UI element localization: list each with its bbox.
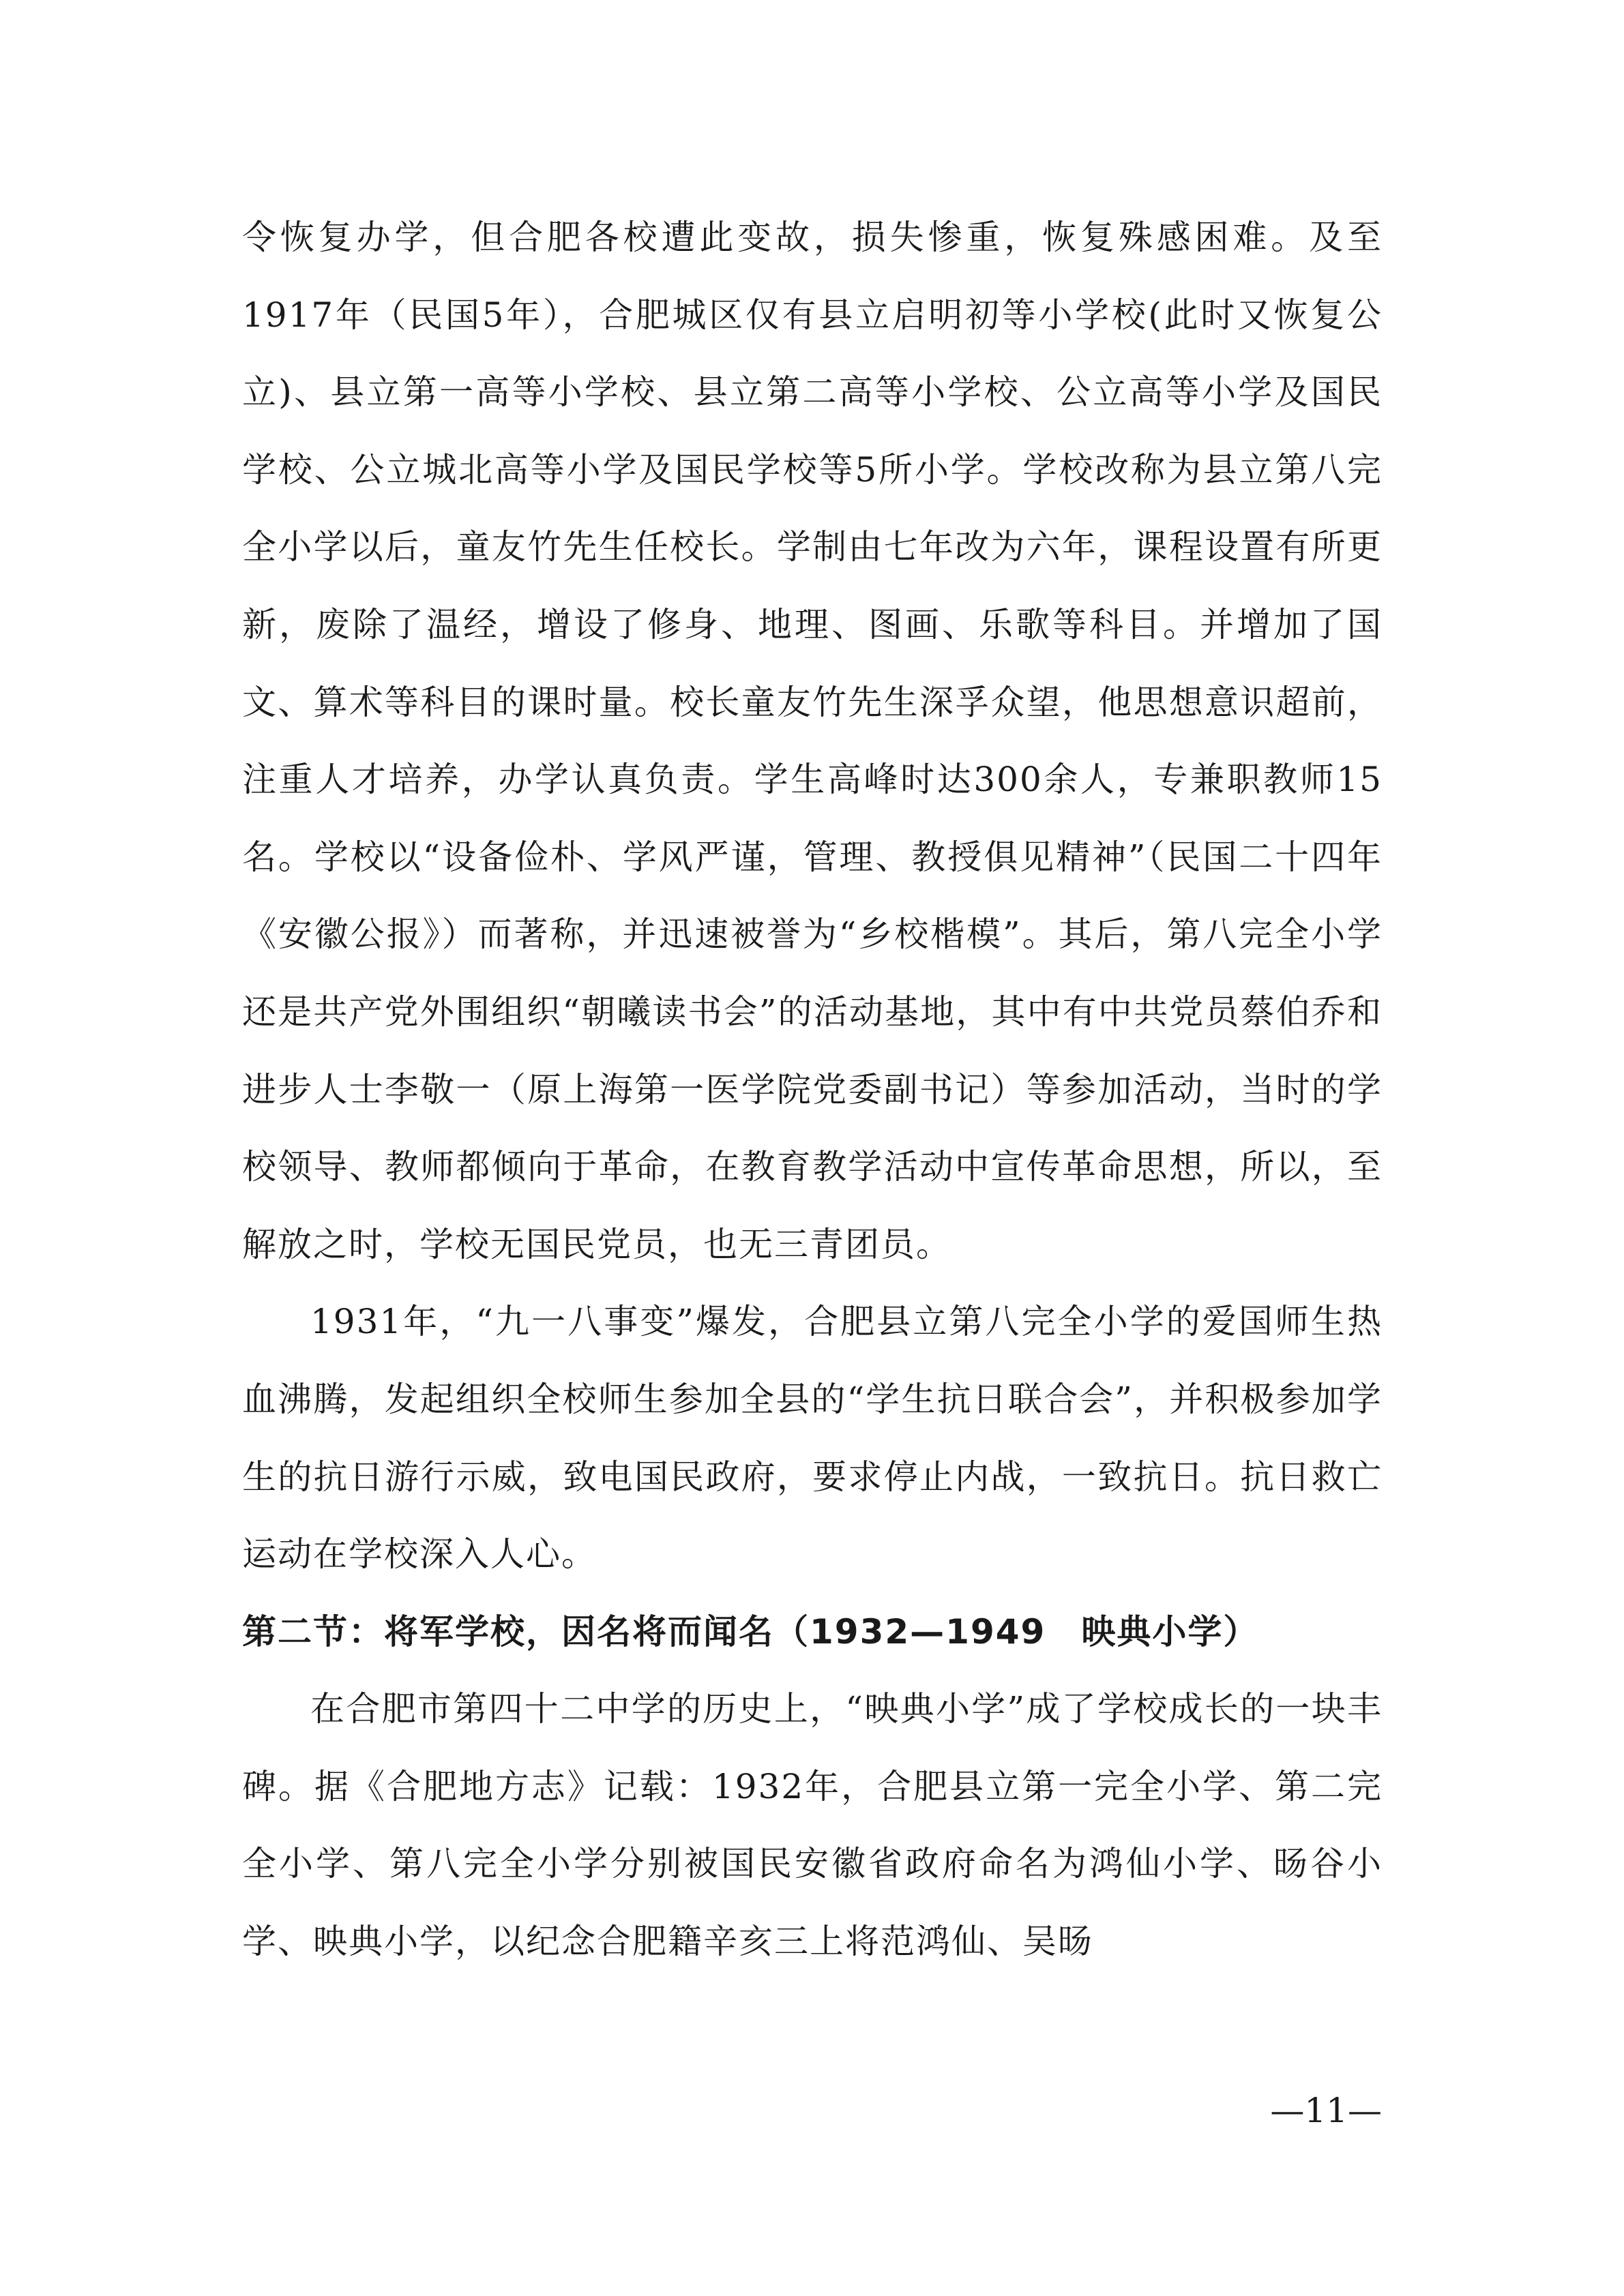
page-number: —11— — [1270, 2091, 1382, 2130]
paragraph-yingdian: 在合肥市第四十二中学的历史上，“映典小学”成了学校成长的一块丰碑。据《合肥地方志》记载：1932年，合肥县立第一完全小学、第二完全小学、第八完全小学分别被国民安徽省政府命名为鸿仙小学、旸谷小学、映典小学，以纪念合肥籍辛亥三上将范鸿仙、吴旸 — [242, 1689, 1383, 1962]
paragraph-1931: 1931年，“九一八事变”爆发，合肥县立第八完全小学的爱国师生热血沸腾，发起组织全校师生参加全县的“学生抗日联合会”，并积极参加学生的抗日游行示威，致电国民政府，要求停止内战，一致抗日。抗日救亡运动在学校深入人心。 — [242, 1302, 1383, 1575]
document-body — [242, 199, 1383, 1981]
section-heading: 第二节：将军学校，因名将而闻名（1932—1949 映典小学） — [242, 1611, 1259, 1652]
paragraph-continued: 令恢复办学，但合肥各校遭此变故，损失惨重，恢复殊感困难。及至1917年（民国5年），合肥城区仅有县立启明初等小学校(此时又恢复公立)、县立第一高等小学校、县立第二高等小学校、公立高等小学及国民学校、公立城北高等小学及国民学校等5所小学。学校改称为县立第八完全小学以后，童友竹先生任校长。学制由七年改为六年，课程设置有所更新，废除了温经，增设了修身、地理、图画、乐歌等科目。并增加了国文、算术等科目的课时量。校长童友竹先生深孚众望，他思想意识超前，注重人才培养，办学认真负责。学生高峰时达300余人，专兼职教师15名。学校以“设备俭朴、学风严谨，管理、教授俱见精神”（民国二十四年《安徽公报》）而著称，并迅速被誉为“乡校楷模”。其后，第八完全小学还是共产党外围组织“朝曦读书会”的活动基地，其中有中共党员蔡伯乔和进步人士李敬一（原上海第一医学院党委副书记）等参加活动，当时的学校领导、教师都倾向于革命，在教育教学活动中宣传革命思想，所以，至解放之时，学校无国民党员，也无三青团员。 — [242, 218, 1383, 1264]
